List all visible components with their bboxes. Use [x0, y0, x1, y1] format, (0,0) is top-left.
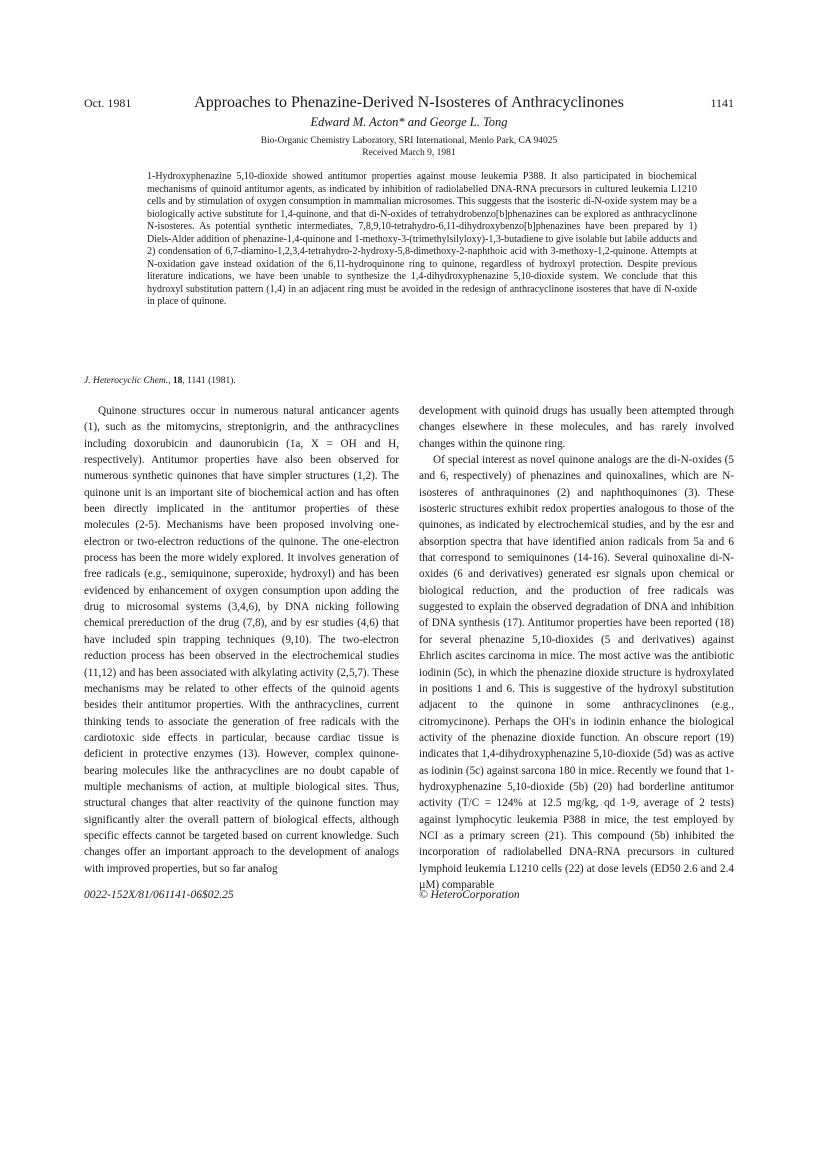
running-header [84, 94, 734, 114]
paragraph: development with quinoid drugs has usually been attempted through changes elsewhere in these molecules, and has rarely involved changes within the quinone ring. [419, 405, 734, 450]
copyright: © HeteroCorporation [419, 889, 520, 901]
citation-pages: 1141 (1981). [187, 376, 236, 386]
issue-date: Oct. 1981 [84, 96, 132, 110]
authors: Edward M. Acton* and George L. Tong [310, 115, 508, 129]
citation-volume: 18 [172, 376, 183, 386]
citation: J. Heterocyclic Chem., 18, 1141 (1981). [84, 376, 236, 386]
body-column-right [419, 403, 734, 893]
affiliation: Bio-Organic Chemistry Laboratory, SRI International, Menlo Park, CA 94025 [260, 136, 558, 146]
received-date: Received March 9, 1981 [362, 148, 456, 158]
abstract: 1-Hydroxyphenazine 5,10-dioxide showed antitumor properties against mouse leukemia P388. It also participated in biochemical mechanisms of quinoid antitumor agents, as indicated by inhibition of radiolabelled DNA-RNA precursors in cultured leukemia L1210 cells and by stimulation of oxygen consumption in mammalian microsomes. This suggests that the isosteric di-N-oxide system may be a biologically active substitute for 1,4-quinone, and that di-N-oxides of tetrahydrobenzo[b]phenazines can be explored as anthracyclinone N-isosteres. As potential synthetic intermediates, 7,8,9,10-tetrahydro-6,11-dihydroxybenzo[b]phenazines have been prepared by 1) Diels-Alder addition of phenazine-1,4-quinone and 1-methoxy-3-(trimethylsilyloxy)-1,3-butadiene to give isolable but labile adducts and 2) condensation of 6,7-diamino-1,2,3,4-tetrahydro-2-hydroxy-5,8-dimethoxy-2-naphthoic acid with 3-methoxy-1,2-quinone. Attempts at N-oxidation gave instead oxidation of the 6,11-hydroquinone ring to quinone, regardless of hydroxyl protection. Despite previous literature indications, we have been unable to synthesize the 1,4-dihydroxyphenazine 5,10-dioxide system. We conclude that this hydroxyl substitution pattern (1,4) in an adjacent ring must be avoided in the redesign of anthracyclinone isosteres that have di N-oxide in place of quinone. [147, 171, 697, 307]
page-number: 1141 [710, 96, 734, 110]
paragraph: Of special interest as novel quinone analogs are the di-N-oxides (5 and 6, respectively) of phenazines and quinoxalines, which are N-isosteres of anthraquinones (2) and naphthoquinones (3). These isosteric structures exhibit redox properties analogous to those of the quinones, as indicated by electrochemical studies, and by the esr and absorption spectra that have identified anion radicals from 5a and 6 that correspond to semiquinones (14-16). Several quinoxaline di-N-oxides (6 and derivatives) generated esr signals upon chemical or biological reduction, and the production of free radicals was suggested to explain the observed degradation of DNA and inhibition of DNA synthesis (17). Antitumor properties have been reported (18) for several phenazine 5,10-dioxides (5 and derivatives) against Ehrlich ascites carcinoma in mice. The most active was the antibiotic iodinin (5c), in which the phenazine dioxide structure is hydroxylated in positions 1 and 6. This is suggestive of the hydroxyl substitution adjacent to the quinone in some anthracyclinones (e.g., citromycinone). Perhaps the OH's in iodinin enhance the biological activity of the phenazine dioxide function. An obscure report (19) indicates that 1,4-dihydroxyphenazine 5,10-dioxide (5d) was as active as iodinin (5c) against sarcona 180 in mice. Recently we found that 1-hydroxyphenazine 5,10-dioxide (5b) (20) had borderline antitumor activity (T/C = 124% at 12.5 mg/kg, qd 1-9, average of 2 tests) against lymphocytic leukemia P388 in mice, the test employed by NCI as a primary screen (21). This compound (5b) inhibited the incorporation of radiolabelled DNA-RNA precursors in cultured lymphoid leukemia L1210 cells (22) at dose levels (ED50 2.6 and 2.4 µM) comparable [419, 454, 734, 891]
citation-journal: J. Heterocyclic Chem. [84, 376, 169, 386]
paragraph: Quinone structures occur in numerous natural anticancer agents (1), such as the mitomycins, streptonigrin, and the anthracyclines including doxorubicin and daunorubicin (1a, X = OH and H, respectively). Antitumor properties have also been observed for numerous synthetic quinones that have simpler structures (1,2). The quinone unit is an important site of biochemical action and has often been directly implicated in the antitumor properties of these molecules (2-5). Mechanisms have been proposed involving one-electron or two-electron reductions of the quinone. The one-electron process has been the more widely explored. It involves generation of free radicals (e.g., semiquinone, superoxide, hydroxyl) and has been evidenced by enhancement of oxygen consumption upon adding the drug to microsomal systems (3,4,6), by DNA nicking following chemical prereduction of the drug (7,8), and by esr studies (4,6) that have included spin trapping techniques (9,10). The two-electron reduction process has been observed in the electrochemical studies (11,12) and has been associated with alkylating activity (2,5,7). These mechanisms may be related to other effects of the quinoid agents besides their antitumor properties. With the anthracyclines, current thinking tends to associate the generation of free radicals with the cardiotoxic side effects in particular, because cardiac tissue is deficient in protective enzymes (13). However, complex quinone-bearing molecules like the anthracyclines are no doubt capable of multiple mechanisms of action, at multiple biological sites. Thus, structural changes that alter reactivity of the quinone function may significantly alter the overall pattern of biological effects, although specific effects cannot be targeted based on current knowledge. Such changes offer an important approach to the development of analogs with improved properties, but so far analog [84, 405, 399, 875]
body-column-left [84, 403, 399, 877]
article-title: Approaches to Phenazine-Derived N-Isosteres of Anthracyclinones [194, 94, 624, 111]
article-code: 0022-152X/81/061141-06$02.25 [84, 889, 234, 901]
